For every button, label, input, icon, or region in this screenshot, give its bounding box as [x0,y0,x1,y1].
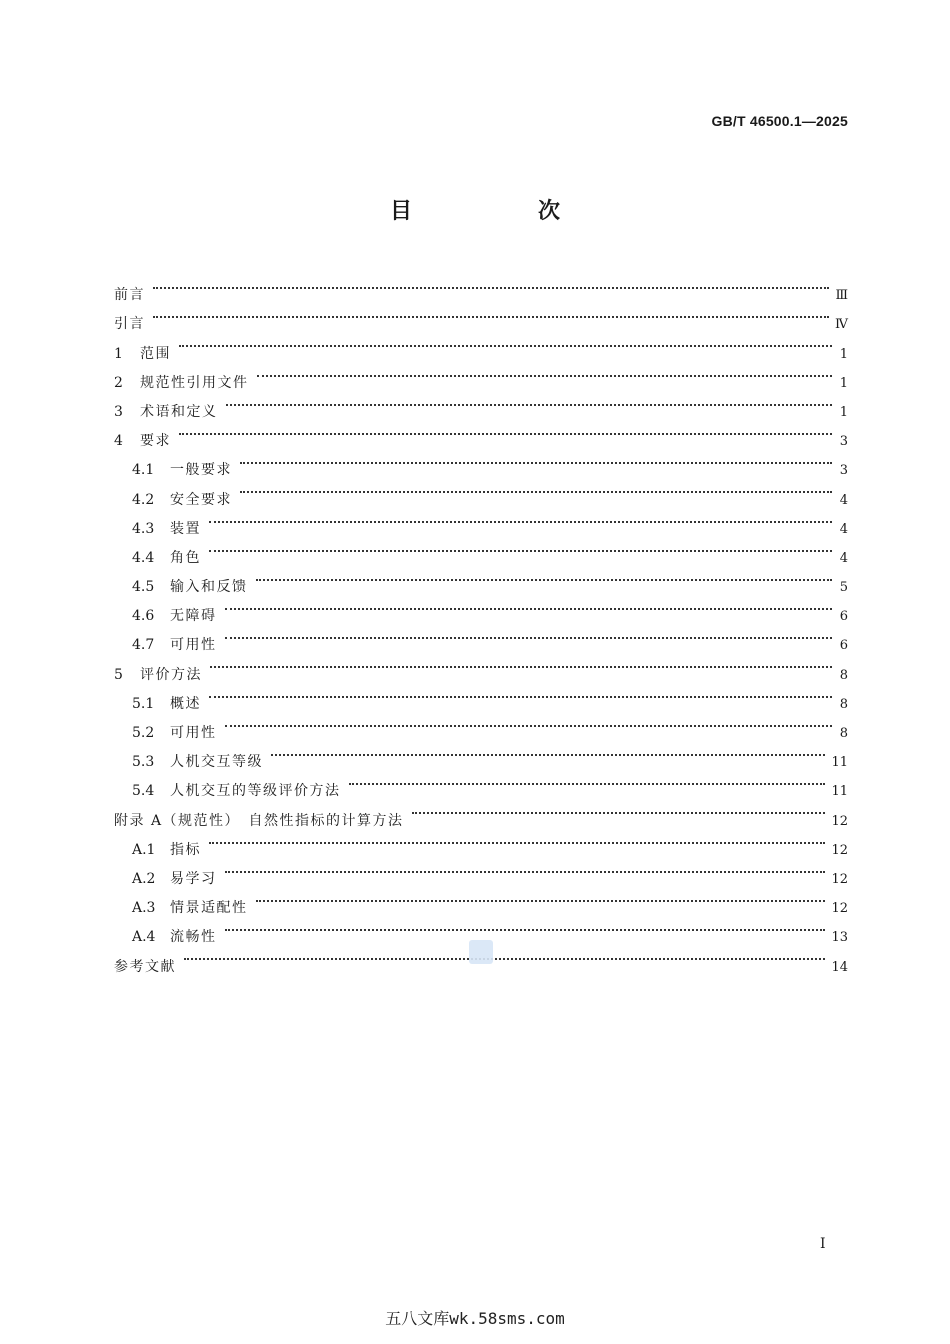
toc-entry-label: 无障碍 [170,608,217,625]
toc-entry-label: 规范性引用文件 [140,374,249,391]
toc-leader-dots [225,854,826,883]
toc-leader-dots [271,737,825,766]
toc-entry-page: 14 [831,959,848,975]
toc-leader-dots [225,591,833,620]
toc-entry[interactable] [114,533,848,566]
toc-leader-dots [209,533,832,562]
toc-entry-label: 安全要求 [170,491,232,508]
toc-entry-page: 5 [839,580,848,596]
toc-entry-label: 一般要求 [170,462,232,479]
toc-entry-page: 1 [839,404,848,420]
toc-leader-dots [209,825,825,854]
toc-leader-dots [179,416,832,445]
toc-leader-dots [257,358,833,387]
toc-entry-label: 易学习 [170,870,217,887]
toc-entry-label: 情景适配性 [170,900,248,917]
toc-entry-page: 12 [831,871,848,887]
toc-entry-page: 4 [839,521,848,537]
toc-entry-number: 2 [114,374,123,391]
toc-leader-dots [184,941,825,970]
toc-leader-dots [225,708,833,737]
toc-entry-page: 11 [831,755,848,771]
toc-entry-number: 3 [114,403,123,420]
toc-entry[interactable] [114,679,848,712]
toc-entry[interactable] [114,883,848,917]
toc-entry-number: A.2 [132,870,156,887]
toc-entry-label: 人机交互的等级评价方法 [170,783,341,800]
toc-leader-dots [240,445,832,474]
toc-leader-dots [256,562,833,591]
toc-entry[interactable] [114,708,848,741]
page-number: I [820,1236,826,1252]
toc-entry-number: 4.7 [132,637,155,654]
toc-entry-number: 5.4 [132,783,155,800]
toc-leader-dots [225,620,833,649]
toc-entry-label: 可用性 [170,637,217,654]
toc-leader-dots [209,504,832,533]
toc-leader-dots [153,299,829,328]
toc-entry-page: 1 [839,375,848,391]
toc-entry[interactable] [114,299,848,333]
toc-entry-page: 8 [839,667,848,683]
toc-entry-number: 4.4 [132,549,155,566]
toc-entry-label: 角色 [170,549,201,566]
toc-entry[interactable] [114,504,848,537]
toc-entry-label: 输入和反馈 [170,579,248,596]
toc-entry-page: 3 [839,463,848,479]
toc-entry-number: 1 [114,345,123,362]
standard-number: GB/T 46500.1—2025 [711,113,848,129]
toc-entry-label: 附录 A（规范性） 自然性指标的计算方法 [114,812,404,829]
toc-entry-page: 6 [839,638,848,654]
toc-entry-page: 3 [839,434,848,450]
toc-entry[interactable] [114,562,848,596]
toc-entry-label: 术语和定义 [140,403,218,420]
footer-watermark-text: 五八文库wk.58sms.com [385,1309,565,1328]
toc-entry-number: 5 [114,666,123,683]
toc-entry-page: 8 [839,726,848,741]
toc-entry-label: 装置 [170,520,201,537]
toc-entry-page: 12 [831,901,848,917]
toc-entry-page: Ⅳ [835,317,848,333]
toc-entry-label: 可用性 [170,725,217,741]
toc-entry-page: 8 [839,696,848,712]
toc-entry-label: 参考文献 [114,958,176,975]
page-title: 目 次 [389,199,612,224]
toc-entry-label: 指标 [170,841,201,858]
toc-entry-page: 1 [839,346,848,362]
toc-entry-label: 范围 [140,345,171,362]
toc-entry-number: 5.2 [132,725,155,741]
toc-entry-label: 评价方法 [140,666,202,683]
toc-entry-page: 12 [831,813,848,829]
toc-leader-dots [226,387,833,416]
toc-entry-number: 5.1 [132,695,155,712]
toc-entry[interactable] [114,649,848,683]
toc-entry-label: 概述 [170,695,201,712]
toc-leader-dots [153,270,829,299]
toc-entry-number: 5.3 [132,754,155,771]
toc-entry-number: 4.5 [132,579,155,596]
toc-entry[interactable] [114,591,848,625]
toc-entry-number: A.1 [132,841,156,858]
toc-entry-number: 4 [114,433,123,450]
toc-entry[interactable] [114,328,848,362]
toc-entry[interactable] [114,445,848,479]
toc-entry[interactable] [114,825,848,858]
toc-entry-number: A.3 [132,900,156,917]
toc-entry[interactable] [114,620,848,654]
toc-leader-dots [225,912,826,941]
toc-entry-page: 6 [839,609,848,625]
toc-entry-number: A.4 [132,929,156,946]
toc-entry[interactable] [114,358,848,391]
toc-leader-dots [209,679,832,708]
toc-entry-page: 12 [831,842,848,858]
toc-entry-number: 4.3 [132,520,155,537]
toc-leader-dots [349,766,826,795]
toc-leader-dots [256,883,826,912]
toc-entry-page: 13 [831,930,848,946]
toc-entry-label: 要求 [140,433,171,450]
toc-entry[interactable] [114,854,848,887]
toc-entry[interactable] [114,270,848,304]
toc-entry-page: 4 [839,550,848,566]
toc-entry-page: Ⅲ [835,288,848,304]
toc-entry[interactable] [114,737,848,771]
toc-entry[interactable] [114,912,848,946]
toc-entry-page: 4 [839,492,848,508]
toc-leader-dots [179,328,832,357]
toc-entry-label: 流畅性 [170,929,217,946]
toc-leader-dots [210,649,832,678]
toc-leader-dots [240,474,832,503]
watermark-icon [469,940,493,964]
table-of-contents [114,270,848,975]
toc-entry[interactable] [114,416,848,450]
toc-entry-page: 11 [831,784,848,800]
toc-entry-number: 4.2 [132,491,155,508]
toc-entry-label: 引言 [114,316,145,333]
toc-entry-label: 前言 [114,287,145,304]
toc-entry-label: 人机交互等级 [170,754,263,771]
toc-leader-dots [412,795,826,824]
toc-entry-number: 4.1 [132,462,155,479]
toc-entry-number: 4.6 [132,608,155,625]
